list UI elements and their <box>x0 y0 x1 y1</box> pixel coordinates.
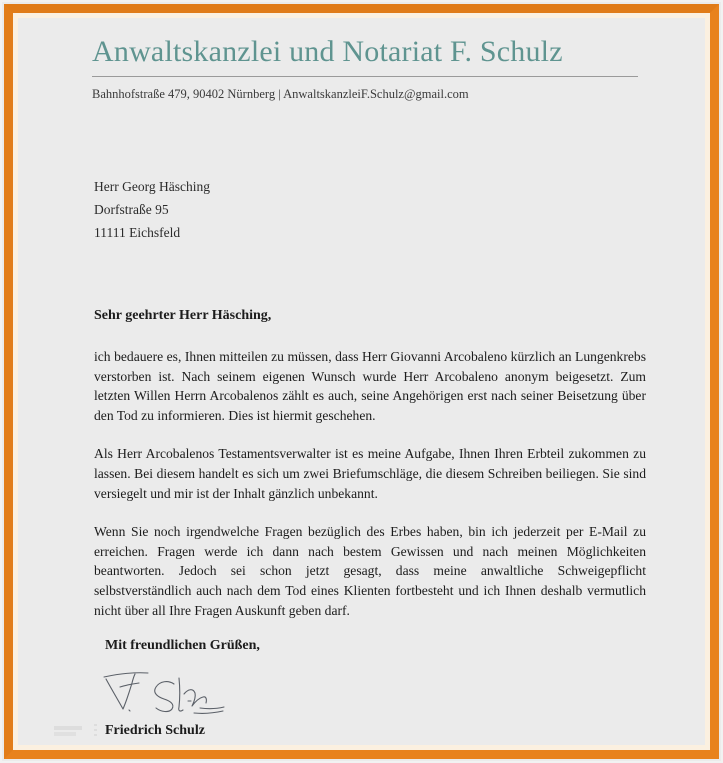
body-paragraph: Wenn Sie noch irgendwelche Fragen bezüglich des Erbes haben, bin ich jederzeit per E-Mail zu erreichen. Fragen werde ich dann nach bestem Gewissen und nach meinen Möglichkeiten beantworten. Jedoch sei schon jetzt gesagt, dass meine anwaltliche Schweigepflicht selbstverständlich auch nach dem Tod eines Klienten fortbesteht und ich Ihnen deshalb vermutlich nicht über all Ihre Fragen Auskunft geben darf. <box>94 524 646 618</box>
body-paragraph: ich bedauere es, Ihnen mitteilen zu müssen, dass Herr Giovanni Arcobaleno kürzlich an Lungenkrebs verstorben ist. Nach seinem eigenen Wunsch wurde Herr Arcobaleno anonym beigesetzt. Zum letzten Willen Herrn Arcobalenos zählt es auch, seine Angehörigen erst nach seiner Beisetzung über den Tod zu informieren. Dies ist hiermit geschehen. <box>94 349 646 423</box>
closing-line: Mit freundlichen Grüßen, <box>105 638 260 653</box>
recipient-name: Herr Georg Häsching <box>94 179 210 194</box>
watermark <box>52 720 108 742</box>
letter-body <box>94 306 646 620</box>
signature-image <box>96 668 236 720</box>
recipient-address-block <box>94 175 210 244</box>
recipient-street: Dorfstraße 95 <box>94 202 169 217</box>
recipient-city: 11111 Eichsfeld <box>94 225 181 240</box>
letter-sheet <box>18 18 705 745</box>
letterhead <box>92 34 640 102</box>
letterhead-divider <box>92 76 638 77</box>
letterhead-contact-line: Bahnhofstraße 479, 90402 Nürnberg | AnwaltskanzleiF.Schulz@gmail.com <box>92 87 469 101</box>
body-paragraph: Als Herr Arcobalenos Testamentsverwalter ist es meine Aufgabe, Ihnen Ihren Erbteil zukommen zu lassen. Bei diesem handelt es sich um zwei Briefumschläge, die diesem Schreiben beiliegen. Sie sind versiegelt und mir ist der Inhalt gänzlich unbekannt. <box>94 446 646 501</box>
firm-name-heading: Anwaltskanzlei und Notariat F. Schulz <box>92 35 563 68</box>
salutation: Sehr geehrter Herr Häsching, <box>94 308 272 323</box>
signer-name: Friedrich Schulz <box>105 723 205 738</box>
